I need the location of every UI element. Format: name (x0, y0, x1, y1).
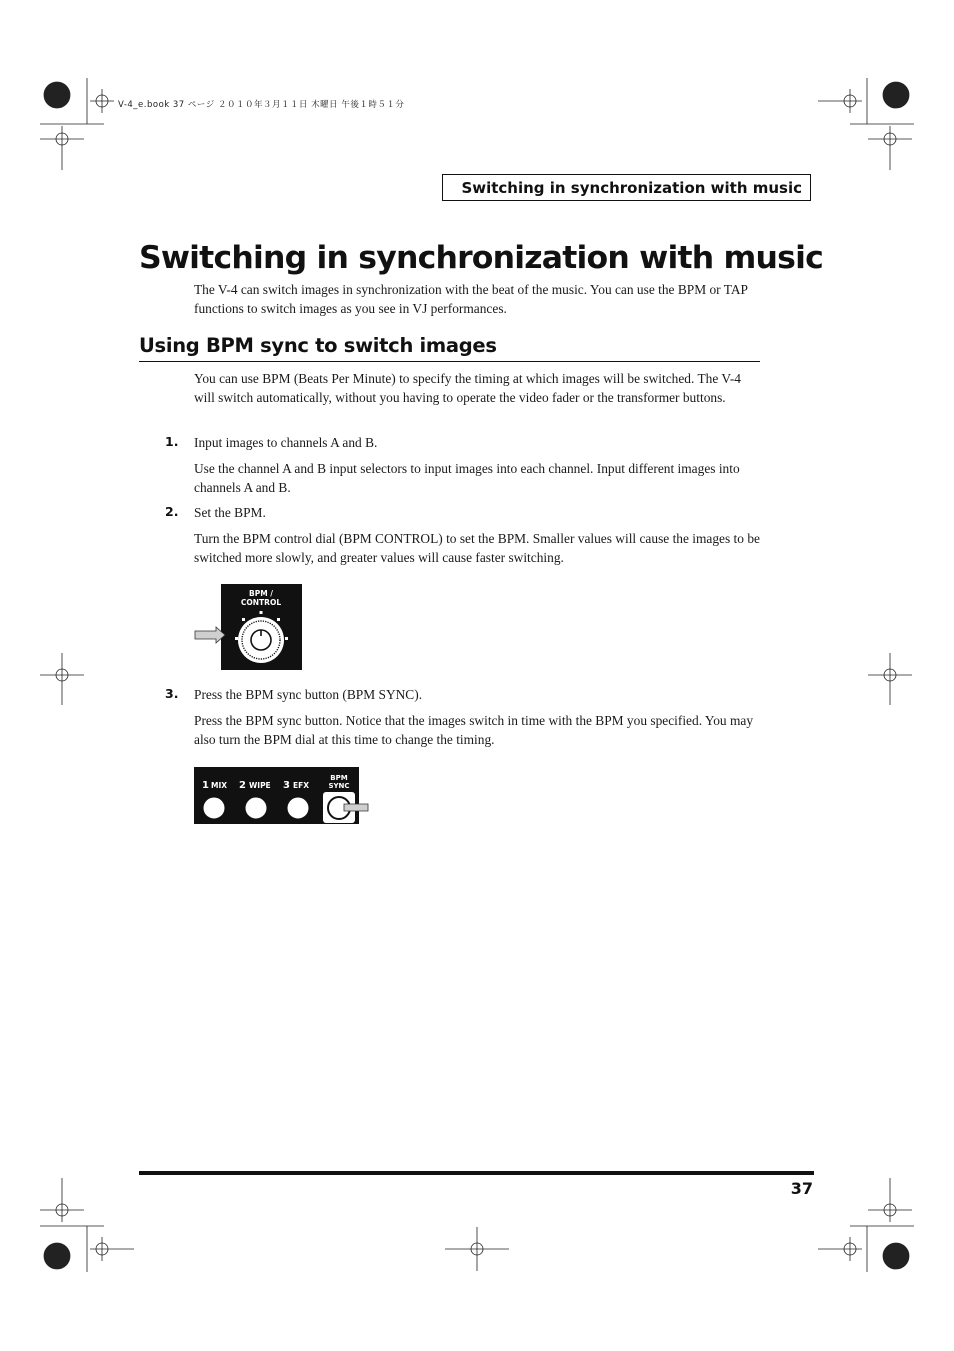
step-number: 3. (165, 686, 179, 701)
running-header (442, 174, 811, 201)
step-number: 2. (165, 504, 179, 519)
section-intro: You can use BPM (Beats Per Minute) to specify the timing at which images will be switched. The V-4 will switch automatically, without you having to operate the video fader or the transformer buttons. (194, 371, 741, 405)
wipe-button (245, 797, 267, 819)
page-number: 37 (790, 1179, 813, 1198)
bpm-control-label-line1: BPM / (248, 589, 274, 598)
efx-button (287, 797, 309, 819)
page-title: Switching in synchronization with music (139, 240, 823, 276)
bpm-control-figure (194, 584, 302, 670)
intro-paragraph: The V-4 can switch images in synchronization with the beat of the music. You can use the BPM or TAP functions to switch images as you see in VJ performances. (194, 282, 748, 316)
arrow-icon (344, 804, 368, 811)
step-detail: Press the BPM sync button. Notice that the images switch in time with the BPM you specified. You may also turn the BPM dial at this time to change the timing. (194, 713, 754, 747)
bpm-control-label-line2: CONTROL (240, 598, 282, 607)
efx-button-number: 3 (283, 780, 290, 791)
bpm-sync-figure (194, 766, 370, 826)
step-title: Set the BPM. (194, 505, 266, 520)
bpm-sync-label-line2: SYNC (328, 782, 350, 790)
mix-button-label: MIX (211, 781, 228, 790)
step-title: Press the BPM sync button (BPM SYNC). (194, 687, 423, 702)
wipe-button-label: WIPE (249, 781, 271, 790)
section-heading-text: Using BPM sync to switch images (139, 334, 497, 357)
mix-button-number: 1 (202, 780, 209, 791)
section-heading (139, 332, 760, 362)
step-title: Input images to channels A and B. (194, 435, 378, 450)
print-info: V-4_e.book 37 ページ ２０１０年３月１１日 木曜日 午後１時５１分 (118, 100, 405, 110)
step-detail: Use the channel A and B input selectors to input images into each channel. Input different images into channels A and B. (194, 461, 740, 495)
arrow-icon (195, 627, 225, 643)
bpm-sync-label-line1: BPM (330, 774, 348, 782)
footer-rule (139, 1171, 814, 1175)
step-number: 1. (165, 434, 179, 449)
efx-button-label: EFX (293, 781, 310, 790)
step-detail: Turn the BPM control dial (BPM CONTROL) to set the BPM. Smaller values will cause the images to be switched more slowly, and greater values will cause faster switching. (194, 531, 760, 565)
mix-button (203, 797, 225, 819)
wipe-button-number: 2 (239, 780, 246, 791)
running-header-text: Switching in synchronization with music (461, 179, 802, 197)
